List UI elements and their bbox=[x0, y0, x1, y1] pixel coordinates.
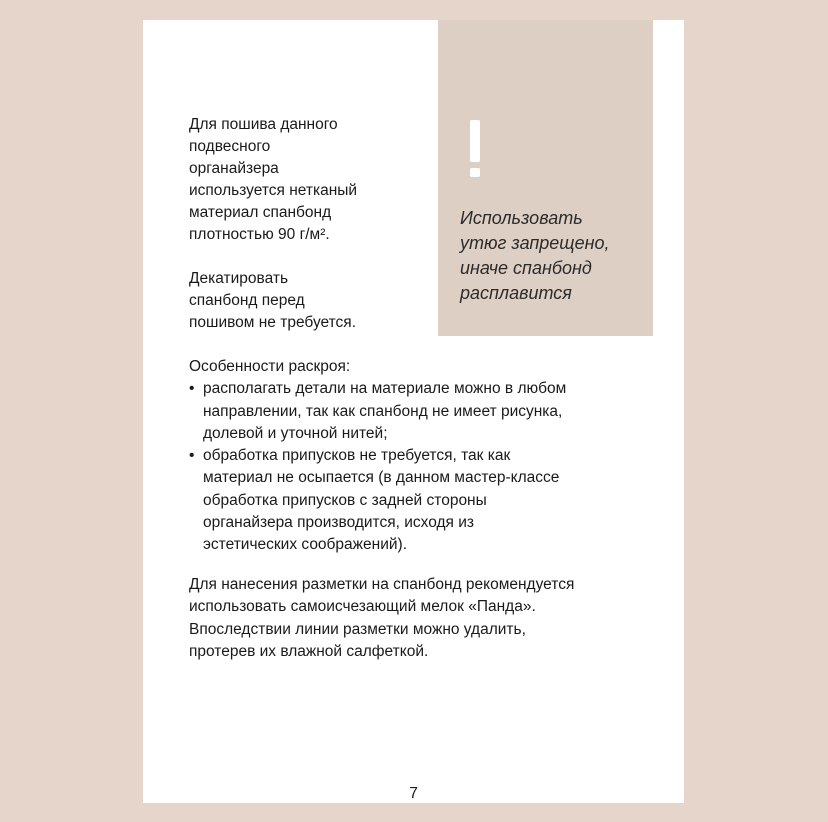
intro-line: органайзера bbox=[189, 160, 279, 177]
document-page bbox=[143, 20, 684, 803]
marking-line: протерев их влажной салфеткой. bbox=[189, 642, 429, 660]
list-item-line: долевой и уточной нитей; bbox=[203, 424, 388, 442]
list-item-line: эстетических соображений). bbox=[203, 536, 408, 554]
intro-line: плотностью 90 г/м². bbox=[189, 226, 330, 243]
list-item-line: органайзера производится, исходя из bbox=[203, 514, 475, 532]
cutting-heading: Особенности раскроя: bbox=[189, 358, 351, 375]
decatize-line: Декатировать bbox=[189, 270, 289, 287]
intro-line: подвесного bbox=[189, 138, 271, 155]
bullet-icon: • bbox=[189, 447, 195, 465]
warning-text bbox=[460, 206, 650, 306]
exclamation-icon bbox=[467, 120, 483, 178]
list-item-line: материал не осыпается (в данном мастер-классе bbox=[203, 469, 560, 487]
warning-line: иначе спанбонд bbox=[460, 258, 592, 278]
intro-text bbox=[189, 114, 434, 334]
marking-line: использовать самоисчезающий мелок «Панда». bbox=[189, 598, 536, 616]
warning-line: расплавится bbox=[460, 283, 572, 303]
page-number: 7 bbox=[409, 785, 418, 802]
list-item-line: располагать детали на материале можно в любом bbox=[203, 380, 567, 398]
intro-line: используется нетканый bbox=[189, 182, 358, 199]
decatize-line: спанбонд перед bbox=[189, 292, 305, 309]
list-item-line: направлении, так как спанбонд не имеет рисунка, bbox=[203, 402, 563, 420]
list-item-line: обработка припусков с задней стороны bbox=[203, 491, 487, 509]
cutting-list bbox=[189, 378, 659, 556]
intro-line: Для пошива данного bbox=[189, 116, 338, 133]
warning-line: Использовать bbox=[460, 208, 583, 228]
marking-line: Для нанесения разметки на спанбонд рекомендуется bbox=[189, 576, 575, 593]
warning-line: утюг запрещено, bbox=[460, 233, 610, 253]
list-item-line: обработка припусков не требуется, так как bbox=[203, 447, 511, 465]
cutting-section bbox=[189, 356, 659, 557]
bullet-icon: • bbox=[189, 380, 195, 398]
list-item bbox=[189, 445, 659, 556]
marking-line: Впоследствии линии разметки можно удалить, bbox=[189, 620, 526, 638]
warning-callout bbox=[438, 20, 653, 336]
list-item bbox=[189, 378, 659, 445]
marking-paragraph bbox=[189, 574, 659, 663]
decatize-line: пошивом не требуется. bbox=[189, 314, 356, 331]
intro-line: материал спанбонд bbox=[189, 204, 332, 221]
